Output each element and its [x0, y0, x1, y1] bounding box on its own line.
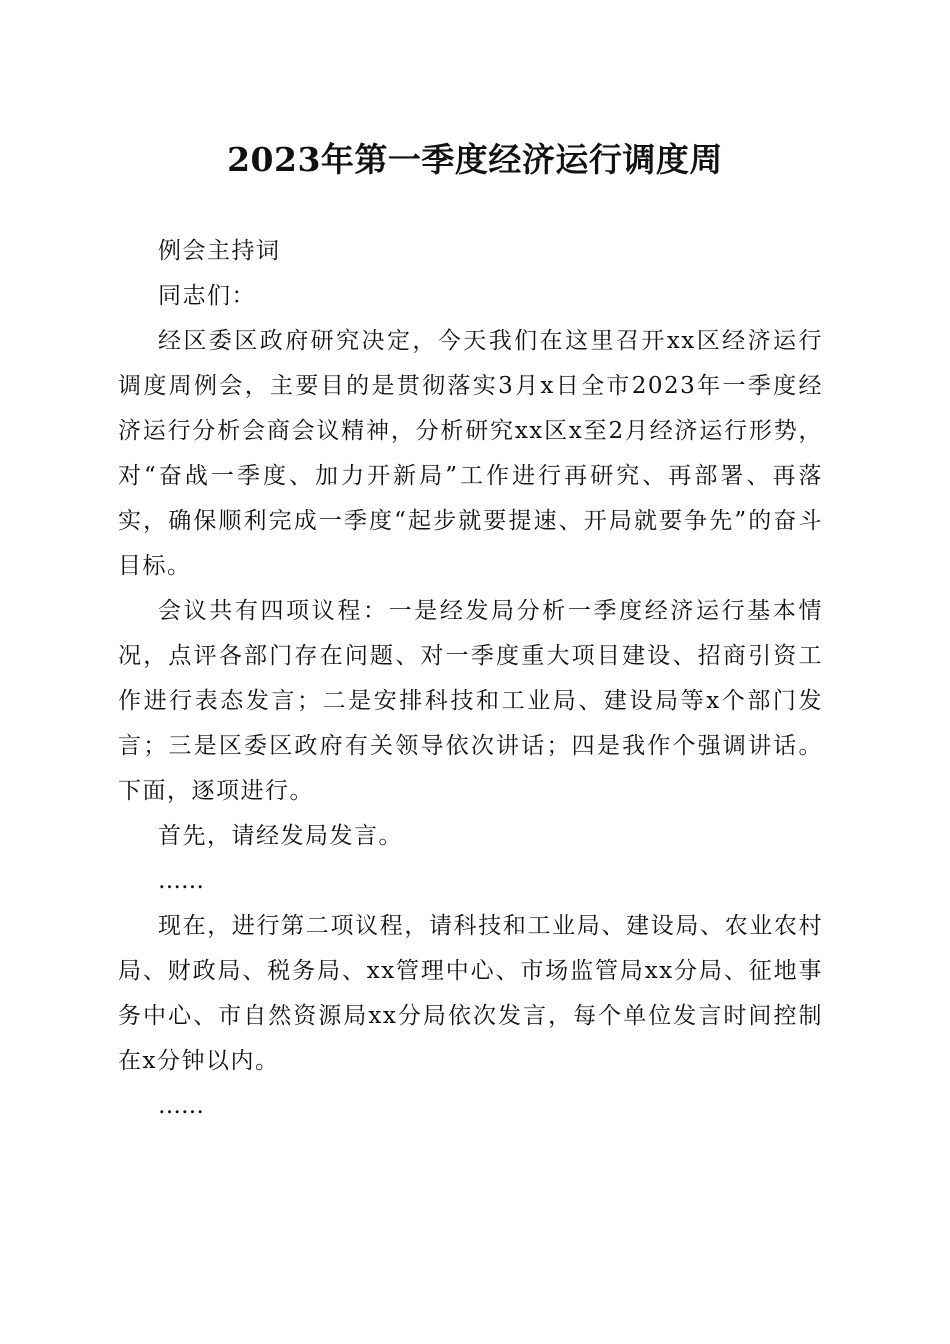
paragraph-purpose: 经区委区政府研究决定，今天我们在这里召开xx区经济运行调度周例会，主要目的是贯彻落实3月x日全市2023年一季度经济运行分析会商会议精神，分析研究xx区x至2月经济运行形势，对“奋战一季度、加力开新局”工作进行再研究、再部署、再落实，确保顺利完成一季度“起步就要提速、开局就要争先”的奋斗目标。 — [118, 328, 823, 579]
paragraph-ellipsis: …… — [158, 1093, 204, 1119]
paragraph-ellipsis: …… — [158, 868, 204, 894]
paragraph-second-item: 现在，进行第二项议程，请科技和工业局、建设局、农业农村局、财政局、税务局、xx管理中心、市场监管局xx分局、征地事务中心、市自然资源局xx分局依次发言，每个单位发言时间控制在x分钟以内。 — [118, 913, 823, 1074]
document-title: 2023年第一季度经济运行调度周 — [227, 140, 723, 179]
paragraph-subtitle: 例会主持词 — [158, 238, 281, 264]
paragraph-first-item: 首先，请经发局发言。 — [158, 823, 403, 849]
paragraph-greeting: 同志们： — [158, 283, 256, 309]
document-body — [118, 229, 823, 1129]
paragraph-agenda: 会议共有四项议程：一是经发局分析一季度经济运行基本情况，点评各部门存在问题、对一季度重大项目建设、招商引资工作进行表态发言；二是安排科技和工业局、建设局等x个部门发言；三是区委区政府有关领导依次讲话；四是我作个强调讲话。下面，逐项进行。 — [118, 598, 823, 804]
